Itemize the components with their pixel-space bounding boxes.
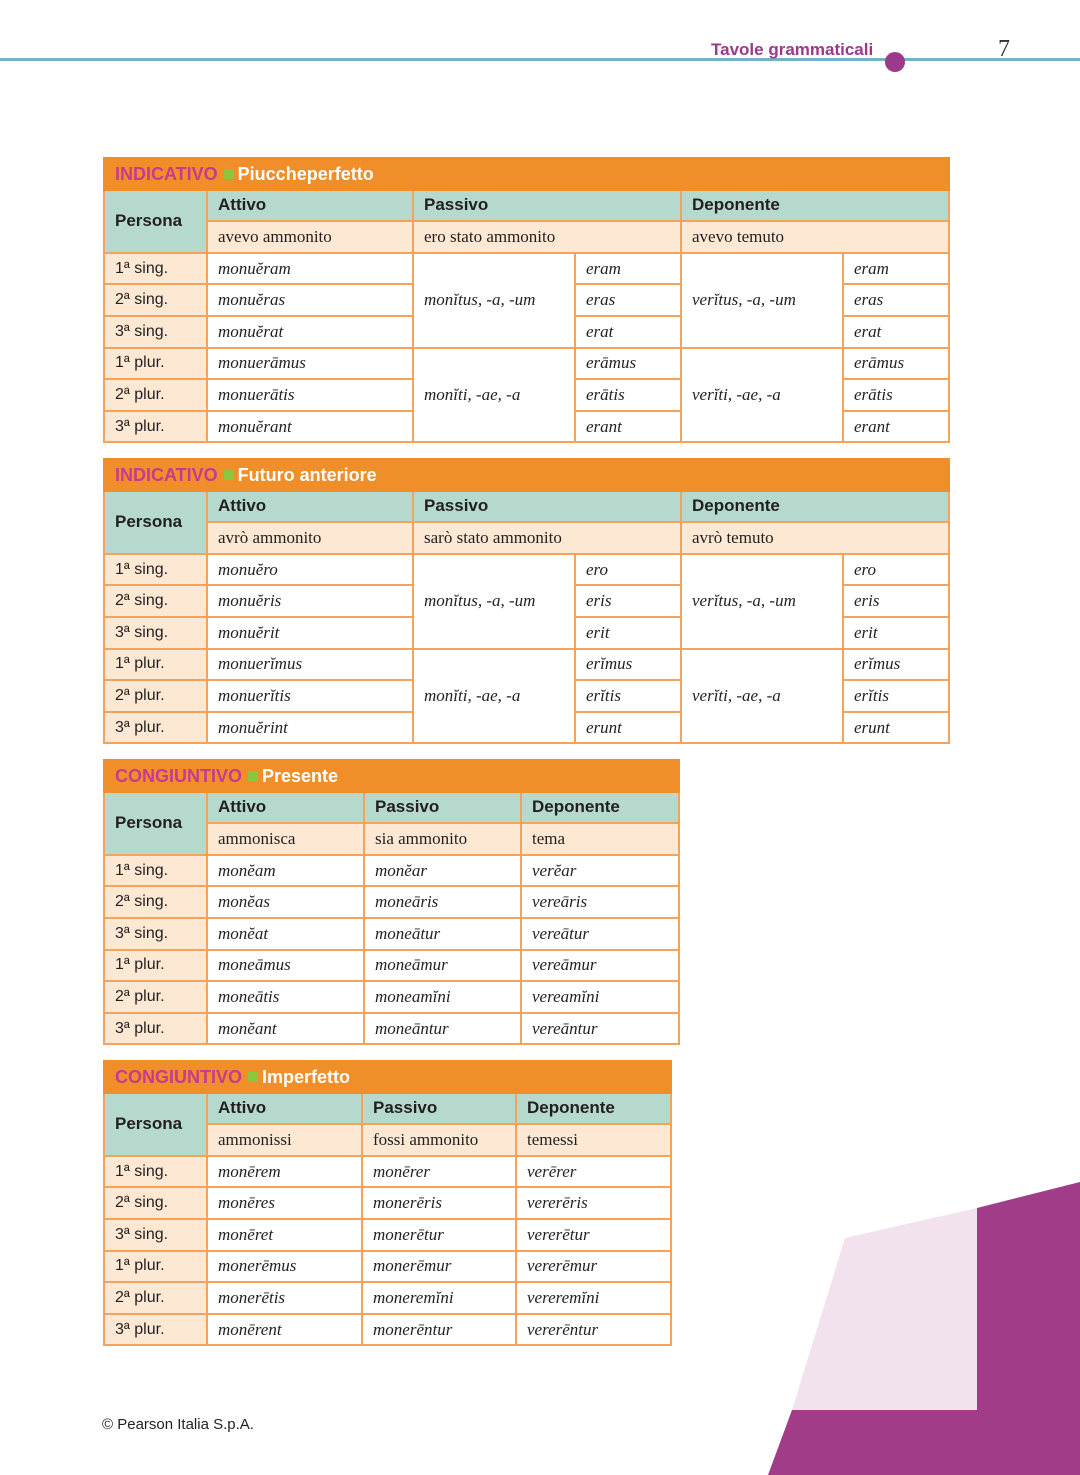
- attivo-form: monuĕro: [207, 554, 413, 586]
- deponente-form: vererētur: [516, 1219, 671, 1251]
- person-label: 2ª plur.: [104, 1282, 207, 1314]
- bullet-square-icon: [248, 1072, 258, 1082]
- mood-label: INDICATIVO: [115, 163, 218, 184]
- person-label: 2ª sing.: [104, 1187, 207, 1219]
- passivo-aux: erāmus: [575, 348, 681, 380]
- passivo-form: moneāmur: [364, 950, 521, 982]
- tense-label: Presente: [262, 765, 339, 786]
- person-label: 2ª sing.: [104, 284, 207, 316]
- deponente-aux: erĭmus: [843, 649, 949, 681]
- deponente-form: vereāntur: [521, 1013, 679, 1045]
- deponente-form: vererēris: [516, 1187, 671, 1219]
- passivo-form: moneāris: [364, 886, 521, 918]
- person-label: 2ª plur.: [104, 680, 207, 712]
- table-row: [104, 1219, 671, 1251]
- person-label: 3ª sing.: [104, 1219, 207, 1251]
- page-number: 7: [998, 36, 1010, 62]
- passivo-aux: ero: [575, 554, 681, 586]
- deponente-participle: verĭtus, -a, -um: [681, 554, 843, 649]
- person-label: 1ª plur.: [104, 348, 207, 380]
- table-row: [104, 649, 949, 681]
- attivo-form: monuĕram: [207, 253, 413, 285]
- person-label: 1ª plur.: [104, 950, 207, 982]
- person-label: 1ª sing.: [104, 1156, 207, 1188]
- copyright: © Pearson Italia S.p.A.: [102, 1416, 254, 1433]
- table-indicativo-futuro-anteriore: [103, 458, 950, 744]
- person-label: 1ª plur.: [104, 1251, 207, 1283]
- deponente-aux: erat: [843, 316, 949, 348]
- table-title: [104, 760, 679, 792]
- bullet-square-icon: [248, 771, 258, 781]
- col-passivo: Passivo: [362, 1093, 516, 1125]
- col-attivo: Attivo: [207, 190, 413, 222]
- person-label: 3ª plur.: [104, 411, 207, 443]
- deponente-aux: erunt: [843, 712, 949, 744]
- passivo-form: moneamĭni: [364, 981, 521, 1013]
- passivo-form: monerēntur: [362, 1314, 516, 1346]
- col-deponente: Deponente: [681, 190, 949, 222]
- deponente-aux: erit: [843, 617, 949, 649]
- tense-label: Piuccheperfetto: [237, 163, 374, 184]
- person-label: 3ª sing.: [104, 918, 207, 950]
- table-row: [104, 348, 949, 380]
- deponente-form: verērer: [516, 1156, 671, 1188]
- passivo-aux: erĭtis: [575, 680, 681, 712]
- table-row: [104, 1282, 671, 1314]
- section-title: Tavole grammaticali: [711, 40, 874, 59]
- passivo-form: moneremĭni: [362, 1282, 516, 1314]
- deponente-participle: verĭti, -ae, -a: [681, 649, 843, 744]
- deponente-participle: verĭti, -ae, -a: [681, 348, 843, 443]
- passivo-participle: monĭti, -ae, -a: [413, 649, 575, 744]
- mood-label: CONGIUNTIVO: [115, 765, 243, 786]
- table-congiuntivo-presente: [103, 759, 680, 1045]
- deponente-form: vereamĭni: [521, 981, 679, 1013]
- passivo-aux: eram: [575, 253, 681, 285]
- attivo-form: monuĕrint: [207, 712, 413, 744]
- passivo-aux: eris: [575, 585, 681, 617]
- table-row: [104, 950, 679, 982]
- deponente-aux: ero: [843, 554, 949, 586]
- translation-deponente: tema: [521, 823, 679, 855]
- attivo-form: monuerĭmus: [207, 649, 413, 681]
- table-row: [104, 554, 949, 586]
- translation-passivo: sia ammonito: [364, 823, 521, 855]
- persona-header: Persona: [104, 491, 207, 554]
- person-label: 2ª sing.: [104, 886, 207, 918]
- col-attivo: Attivo: [207, 1093, 362, 1125]
- col-passivo: Passivo: [364, 792, 521, 824]
- attivo-form: monĕas: [207, 886, 364, 918]
- deponente-form: vereāris: [521, 886, 679, 918]
- passivo-aux: erunt: [575, 712, 681, 744]
- table-congiuntivo-imperfetto: [103, 1060, 672, 1346]
- passivo-form: moneāntur: [364, 1013, 521, 1045]
- table-row: [104, 918, 679, 950]
- passivo-form: moneātur: [364, 918, 521, 950]
- translation-deponente: avrò temuto: [681, 522, 949, 554]
- attivo-form: monuerāmus: [207, 348, 413, 380]
- translation-attivo: avrò ammonito: [207, 522, 413, 554]
- passivo-form: monĕar: [364, 855, 521, 887]
- translation-attivo: ammonisca: [207, 823, 364, 855]
- translation-deponente: avevo temuto: [681, 221, 949, 253]
- passivo-form: monerēris: [362, 1187, 516, 1219]
- person-label: 1ª sing.: [104, 554, 207, 586]
- attivo-form: monuerĭtis: [207, 680, 413, 712]
- col-deponente: Deponente: [681, 491, 949, 523]
- passivo-aux: erat: [575, 316, 681, 348]
- table-row: [104, 1156, 671, 1188]
- table-row: [104, 253, 949, 285]
- persona-header: Persona: [104, 792, 207, 855]
- person-label: 2ª sing.: [104, 585, 207, 617]
- passivo-aux: erātis: [575, 379, 681, 411]
- attivo-form: monērem: [207, 1156, 362, 1188]
- deponente-form: vereāmur: [521, 950, 679, 982]
- deponente-aux: erant: [843, 411, 949, 443]
- attivo-form: monērent: [207, 1314, 362, 1346]
- translation-passivo: sarò stato ammonito: [413, 522, 681, 554]
- person-label: 2ª plur.: [104, 981, 207, 1013]
- passivo-aux: erĭmus: [575, 649, 681, 681]
- table-row: [104, 1187, 671, 1219]
- table-row: [104, 855, 679, 887]
- attivo-form: monēres: [207, 1187, 362, 1219]
- attivo-form: monerēmus: [207, 1251, 362, 1283]
- attivo-form: moneāmus: [207, 950, 364, 982]
- attivo-form: monĕant: [207, 1013, 364, 1045]
- person-label: 2ª plur.: [104, 379, 207, 411]
- deponente-form: vereremĭni: [516, 1282, 671, 1314]
- person-label: 3ª plur.: [104, 1314, 207, 1346]
- mood-label: CONGIUNTIVO: [115, 1066, 243, 1087]
- attivo-form: monĕam: [207, 855, 364, 887]
- attivo-form: moneātis: [207, 981, 364, 1013]
- attivo-form: monĕat: [207, 918, 364, 950]
- mood-label: INDICATIVO: [115, 464, 218, 485]
- deponente-form: vererēmur: [516, 1251, 671, 1283]
- deponente-form: vereātur: [521, 918, 679, 950]
- deponente-aux: erĭtis: [843, 680, 949, 712]
- person-label: 1ª sing.: [104, 855, 207, 887]
- attivo-form: monerētis: [207, 1282, 362, 1314]
- person-label: 1ª plur.: [104, 649, 207, 681]
- table-title: [104, 158, 949, 190]
- deponente-aux: eram: [843, 253, 949, 285]
- col-deponente: Deponente: [516, 1093, 671, 1125]
- deponente-aux: erātis: [843, 379, 949, 411]
- attivo-form: monuĕrat: [207, 316, 413, 348]
- table-row: [104, 1013, 679, 1045]
- passivo-aux: erit: [575, 617, 681, 649]
- attivo-form: monuĕras: [207, 284, 413, 316]
- passivo-form: monerēmur: [362, 1251, 516, 1283]
- deponente-aux: erāmus: [843, 348, 949, 380]
- attivo-form: monuerātis: [207, 379, 413, 411]
- persona-header: Persona: [104, 190, 207, 253]
- passivo-participle: monĭti, -ae, -a: [413, 348, 575, 443]
- attivo-form: monuĕrant: [207, 411, 413, 443]
- col-passivo: Passivo: [413, 190, 681, 222]
- person-label: 3ª sing.: [104, 617, 207, 649]
- deponente-form: vererēntur: [516, 1314, 671, 1346]
- table-row: [104, 981, 679, 1013]
- deponente-aux: eras: [843, 284, 949, 316]
- person-label: 3ª plur.: [104, 1013, 207, 1045]
- deponente-participle: verĭtus, -a, -um: [681, 253, 843, 348]
- passivo-aux: eras: [575, 284, 681, 316]
- person-label: 3ª sing.: [104, 316, 207, 348]
- attivo-form: monuĕris: [207, 585, 413, 617]
- table-row: [104, 886, 679, 918]
- person-label: 1ª sing.: [104, 253, 207, 285]
- table-row: [104, 1314, 671, 1346]
- col-deponente: Deponente: [521, 792, 679, 824]
- col-attivo: Attivo: [207, 491, 413, 523]
- bullet-square-icon: [224, 470, 234, 480]
- col-attivo: Attivo: [207, 792, 364, 824]
- person-label: 3ª plur.: [104, 712, 207, 744]
- attivo-form: monuĕrit: [207, 617, 413, 649]
- passivo-participle: monĭtus, -a, -um: [413, 253, 575, 348]
- table-title: [104, 459, 949, 491]
- tense-label: Imperfetto: [262, 1066, 351, 1087]
- deponente-form: verĕar: [521, 855, 679, 887]
- col-passivo: Passivo: [413, 491, 681, 523]
- attivo-form: monēret: [207, 1219, 362, 1251]
- table-row: [104, 1251, 671, 1283]
- deponente-aux: eris: [843, 585, 949, 617]
- translation-deponente: temessi: [516, 1124, 671, 1156]
- translation-passivo: fossi ammonito: [362, 1124, 516, 1156]
- bullet-square-icon: [224, 169, 234, 179]
- table-title: [104, 1061, 671, 1093]
- persona-header: Persona: [104, 1093, 207, 1156]
- table-indicativo-piuccheperfetto: [103, 157, 950, 443]
- translation-attivo: avevo ammonito: [207, 221, 413, 253]
- passivo-participle: monĭtus, -a, -um: [413, 554, 575, 649]
- passivo-form: monerētur: [362, 1219, 516, 1251]
- passivo-form: monērer: [362, 1156, 516, 1188]
- passivo-aux: erant: [575, 411, 681, 443]
- translation-passivo: ero stato ammonito: [413, 221, 681, 253]
- tense-label: Futuro anteriore: [237, 464, 377, 485]
- translation-attivo: ammonissi: [207, 1124, 362, 1156]
